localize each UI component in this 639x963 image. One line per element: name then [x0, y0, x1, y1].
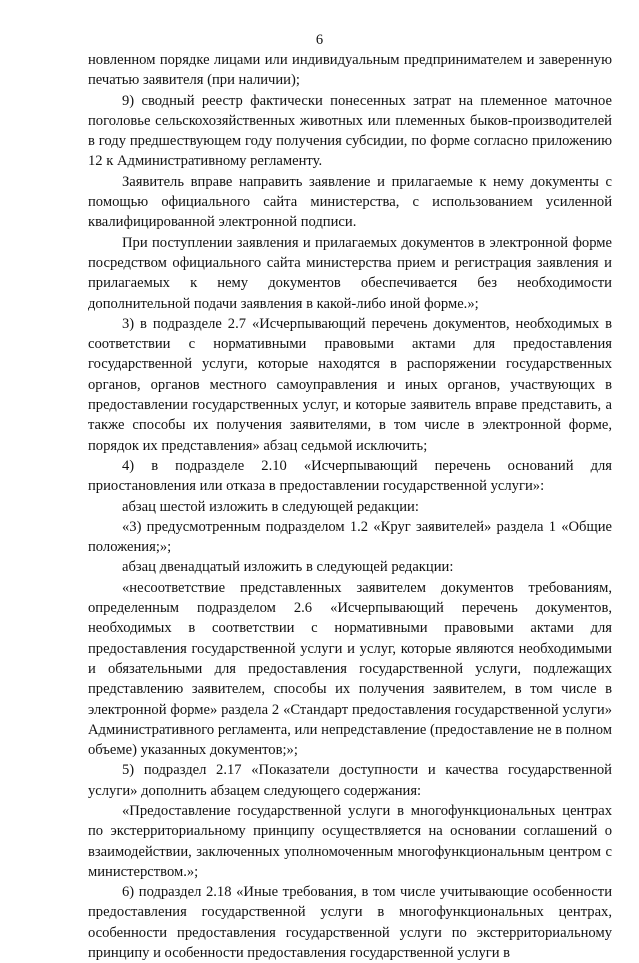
paragraph-item-9: 9) сводный реестр фактически понесенных затрат на племенное маточное поголовье сельскохозяйственных животных или племенных быков-производителей в году предшествующем году получения субсидии, по форме согласно приложению 12 к Административному регламенту. — [88, 92, 612, 170]
paragraph-continuation: новленном порядке лицами или индивидуальным предпринимателем и заверенную печатью заявителя (при наличии); — [88, 52, 612, 89]
paragraph-quoted-mfc: «Предоставление государственной услуги в многофункциональных центрах по экстерриториальному принципу осуществляется на основании соглашений о взаимодействии, заключенных уполномоченным многофункциональным центром с министерством.»; — [88, 802, 612, 880]
paragraph-amendment-6: 6) подраздел 2.18 «Иные требования, в том числе учитывающие особенности предоставления государственной услуги в многофункциональных центрах, особенности предоставления государственной услуги по экстерриториальному принципу и особенности предоставления государственной услуги в — [88, 884, 612, 962]
page-number: 6 — [315, 32, 324, 48]
paragraph-twelfth-clause: абзац двенадцатый изложить в следующей редакции: — [122, 559, 454, 576]
paragraph-amendment-4: 4) в подразделе 2.10 «Исчерпывающий перечень оснований для приостановления или отказа в предоставлении государственной услуги»: — [88, 457, 612, 495]
paragraph-quoted-nonconformity: «несоответствие представленных заявителем документов требованиям, определенным подразделом 2.6 «Исчерпывающий перечень документов, необходимых в соответствии с нормативными правовыми актами для предоставления государственной услуги и услуг, которые являются необходимыми и обязательными для предоставления государственной услуги, подлежащих представлению заявителем, способы их получения заявителем, в том числе в электронной форме» раздела 2 «Стандарт предоставления государственной услуги» Административного регламента, или непредставление (предоставление не в полном объеме) указанных документов;»; — [88, 579, 612, 759]
paragraph-electronic-submission: Заявитель вправе направить заявление и прилагаемые к нему документы с помощью официального сайта министерства, с использованием усиленной квалифицированной электронной подписи. — [88, 173, 612, 231]
paragraph-amendment-5: 5) подраздел 2.17 «Показатели доступности и качества государственной услуги» дополнить абзацем следующего содержания: — [88, 762, 612, 799]
paragraph-amendment-3: 3) в подразделе 2.7 «Исчерпывающий перечень документов, необходимых в соответствии с нормативными правовыми актами для предоставления государственной услуги, которые находятся в распоряжении государственных органов, органов местного самоуправления и иных органов, участвующих в предоставлении государственных услуг, и которые заявитель вправе представить, а также способы их получения заявителями, в том числе в электронной форме, порядок их представления» абзац седьмой исключить; — [88, 315, 612, 454]
paragraph-quoted-clause-3: «3) предусмотренным подразделом 1.2 «Круг заявителей» раздела 1 «Общие положения;»; — [88, 518, 612, 556]
paragraph-electronic-registration: При поступлении заявления и прилагаемых документов в электронной форме посредством официального сайта министерства прием и регистрация заявления и прилагаемых к нему документов обеспечивается без необходимости дополнительной подачи заявления в какой-либо иной форме.»; — [88, 234, 612, 312]
document-body — [88, 50, 612, 963]
paragraph-sixth-clause: абзац шестой изложить в следующей редакции: — [122, 498, 419, 515]
